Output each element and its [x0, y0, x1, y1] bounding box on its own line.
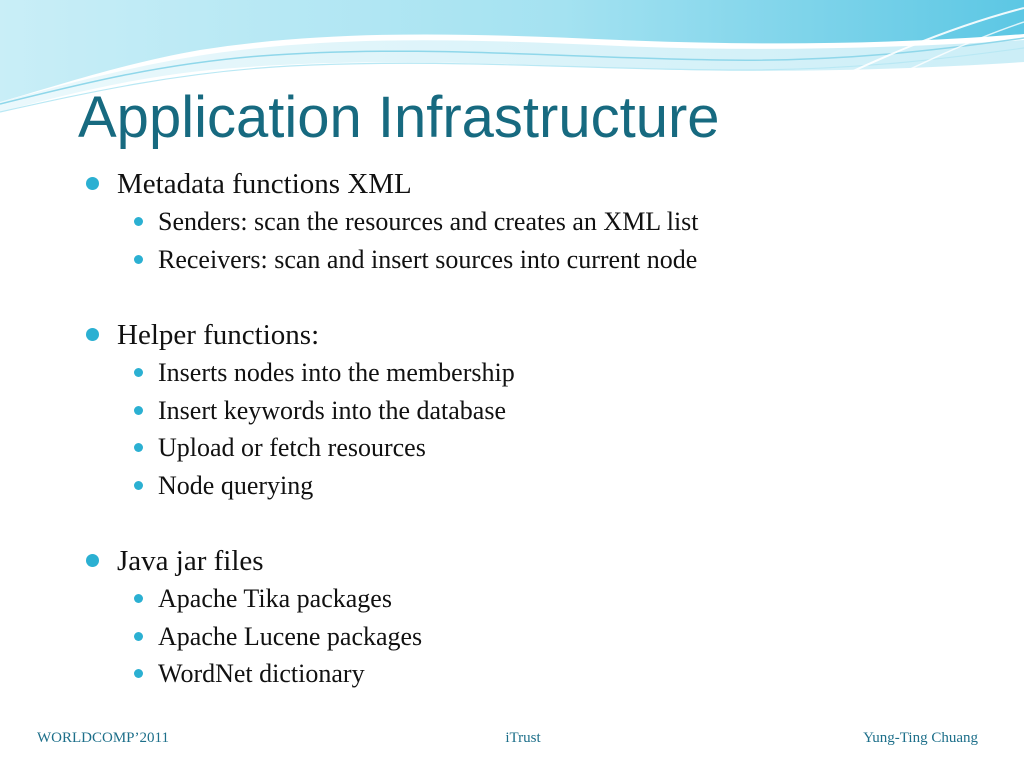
- slide-title: Application Infrastructure: [78, 85, 720, 150]
- bullet-level2: [86, 580, 986, 618]
- footer-author: Yung-Ting Chuang: [863, 730, 978, 746]
- sub-bullet-text: WordNet dictionary: [158, 659, 365, 688]
- sub-bullet-text: Apache Lucene packages: [158, 621, 423, 651]
- sub-bullet-text: Senders: scan the resources and creates an XML list: [158, 207, 699, 236]
- sub-bullet-dot-icon: [134, 481, 143, 490]
- bullet-dot-icon: [86, 554, 99, 567]
- sub-bullet-text: Apache Tika packages: [158, 584, 392, 613]
- sub-bullet-text: Node querying: [158, 470, 314, 500]
- bullet-group-java: [86, 542, 986, 693]
- bullet-level2: [86, 655, 986, 693]
- bullet-level2: [86, 467, 986, 505]
- footer-project: iTrust: [505, 730, 541, 746]
- bullet-text: Metadata functions XML: [117, 168, 412, 200]
- sub-bullet-text: Receivers: scan and insert sources into current node: [158, 244, 698, 274]
- sub-bullet-list: [86, 354, 986, 504]
- sub-bullet-list: [86, 203, 986, 278]
- bullet-level1: [86, 542, 986, 580]
- sub-bullet-dot-icon: [134, 632, 143, 641]
- sub-bullet-text: Inserts nodes into the membership: [158, 358, 515, 387]
- bullet-text: Helper functions:: [117, 319, 320, 351]
- bullet-level2: [86, 354, 986, 392]
- sub-bullet-dot-icon: [134, 406, 143, 415]
- bullet-dot-icon: [86, 328, 99, 341]
- bullet-level1: [86, 165, 986, 203]
- bullet-text: Java jar files: [117, 545, 264, 577]
- sub-bullet-text: Insert keywords into the database: [158, 395, 507, 425]
- sub-bullet-dot-icon: [134, 217, 143, 226]
- bullet-group-helper: [86, 316, 986, 504]
- sub-bullet-dot-icon: [134, 368, 143, 377]
- sub-bullet-dot-icon: [134, 669, 143, 678]
- bullet-dot-icon: [86, 177, 99, 190]
- bullet-group-metadata: [86, 165, 986, 278]
- footer-conference: WORLDCOMP’2011: [37, 730, 169, 746]
- bullet-level1: [86, 316, 986, 354]
- sub-bullet-dot-icon: [134, 255, 143, 264]
- bullet-level2: [86, 203, 986, 241]
- bullet-level2: [86, 618, 986, 656]
- sub-bullet-text: Upload or fetch resources: [158, 433, 426, 462]
- sub-bullet-dot-icon: [134, 594, 143, 603]
- sub-bullet-dot-icon: [134, 443, 143, 452]
- sub-bullet-list: [86, 580, 986, 693]
- bullet-level2: [86, 241, 986, 279]
- bullet-content: [86, 165, 986, 731]
- bullet-level2: [86, 429, 986, 467]
- bullet-level2: [86, 392, 986, 430]
